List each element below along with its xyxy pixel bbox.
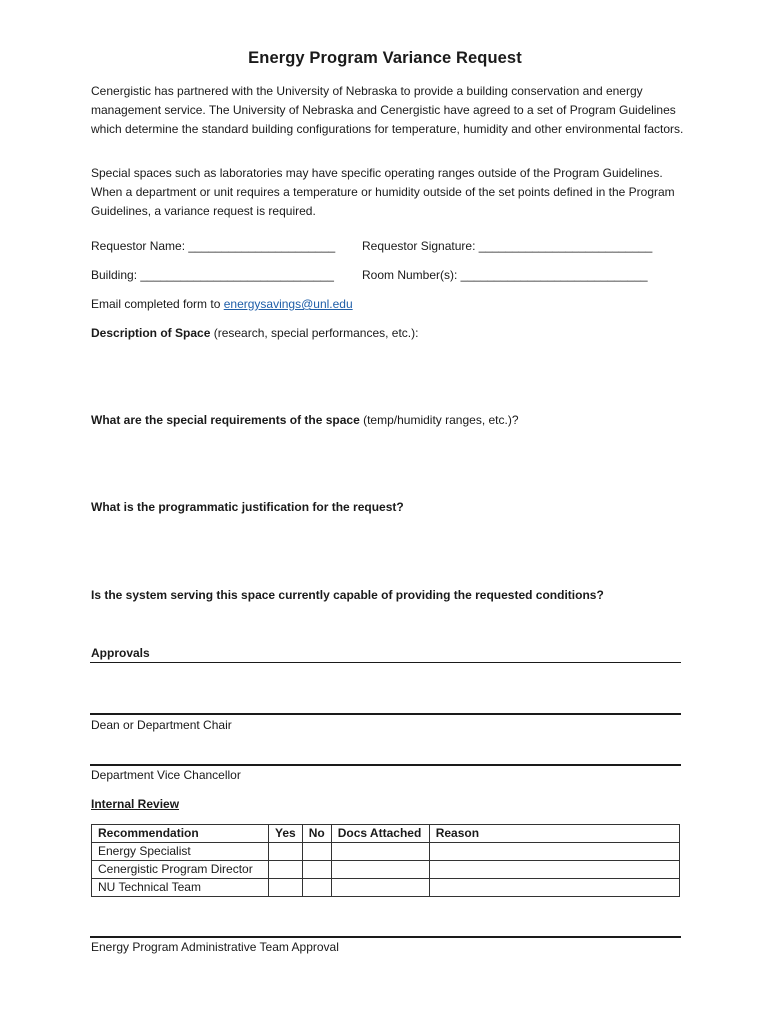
system-question: Is the system serving this space currently capable of providing the requested conditions? xyxy=(91,588,604,602)
requirements-label: What are the special requirements of the space xyxy=(91,413,360,427)
reason-cell[interactable] xyxy=(429,843,679,861)
description-label: Description of Space xyxy=(91,326,211,340)
column-header: Yes xyxy=(269,825,303,843)
dean-signature-line[interactable] xyxy=(90,713,681,715)
docs-attached-cell[interactable] xyxy=(331,843,429,861)
docs-attached-cell[interactable] xyxy=(331,861,429,879)
recommendation-cell: Cenergistic Program Director xyxy=(92,861,269,879)
building-field[interactable]: Building: _____________________________ xyxy=(91,268,334,282)
intro-paragraph: Cenergistic has partnered with the University of Nebraska to provide a building conservation and energy management service. The University of Nebraska and Cenergistic have agreed to a set of Program Guidelines which determine the standard building configurations for temperature, humidity and other environmental factors. xyxy=(91,84,684,136)
no-cell[interactable] xyxy=(302,879,331,897)
email-link[interactable]: energysavings@unl.edu xyxy=(223,297,353,311)
requirements-hint: (temp/humidity ranges, etc.)? xyxy=(359,413,519,427)
docs-attached-cell[interactable] xyxy=(331,879,429,897)
internal-review-table xyxy=(91,824,680,897)
column-header: Docs Attached xyxy=(331,825,429,843)
email-prefix: Email completed form to xyxy=(91,297,224,311)
table-header-row xyxy=(92,825,680,843)
justification-question: What is the programmatic justification for the request? xyxy=(91,500,404,514)
room-numbers-field[interactable]: Room Number(s): ____________________________ xyxy=(362,268,648,282)
no-cell[interactable] xyxy=(302,861,331,879)
column-header: Recommendation xyxy=(92,825,269,843)
email-instruction xyxy=(91,296,353,312)
no-cell[interactable] xyxy=(302,843,331,861)
description-question xyxy=(91,325,418,341)
description-hint: (research, special performances, etc.): xyxy=(210,326,419,340)
admin-approval-label: Energy Program Administrative Team Approval xyxy=(91,940,339,954)
yes-cell[interactable] xyxy=(269,861,303,879)
table-row xyxy=(92,861,680,879)
internal-review-heading: Internal Review xyxy=(91,797,180,811)
reason-cell[interactable] xyxy=(429,879,679,897)
requestor-name-field[interactable]: Requestor Name: ______________________ xyxy=(91,239,336,253)
approvals-rule xyxy=(90,662,681,663)
page-title: Energy Program Variance Request xyxy=(248,49,522,67)
vice-chancellor-label: Department Vice Chancellor xyxy=(91,768,241,782)
admin-approval-signature-line[interactable] xyxy=(90,936,681,938)
recommendation-cell: NU Technical Team xyxy=(92,879,269,897)
vice-chancellor-signature-line[interactable] xyxy=(90,764,681,766)
column-header: No xyxy=(302,825,331,843)
special-spaces-paragraph: Special spaces such as laboratories may have specific operating ranges outside of the Program Guidelines. When a department or unit requires a temperature or humidity outside of the set points defined in the Program Guidelines, a variance request is required. xyxy=(91,166,675,218)
approvals-heading: Approvals xyxy=(91,646,150,660)
requirements-question xyxy=(91,412,519,428)
reason-cell[interactable] xyxy=(429,861,679,879)
table-row xyxy=(92,879,680,897)
table-row xyxy=(92,843,680,861)
yes-cell[interactable] xyxy=(269,843,303,861)
yes-cell[interactable] xyxy=(269,879,303,897)
recommendation-cell: Energy Specialist xyxy=(92,843,269,861)
requestor-signature-field[interactable]: Requestor Signature: __________________________ xyxy=(362,239,653,253)
column-header: Reason xyxy=(429,825,679,843)
dean-label: Dean or Department Chair xyxy=(91,718,232,732)
